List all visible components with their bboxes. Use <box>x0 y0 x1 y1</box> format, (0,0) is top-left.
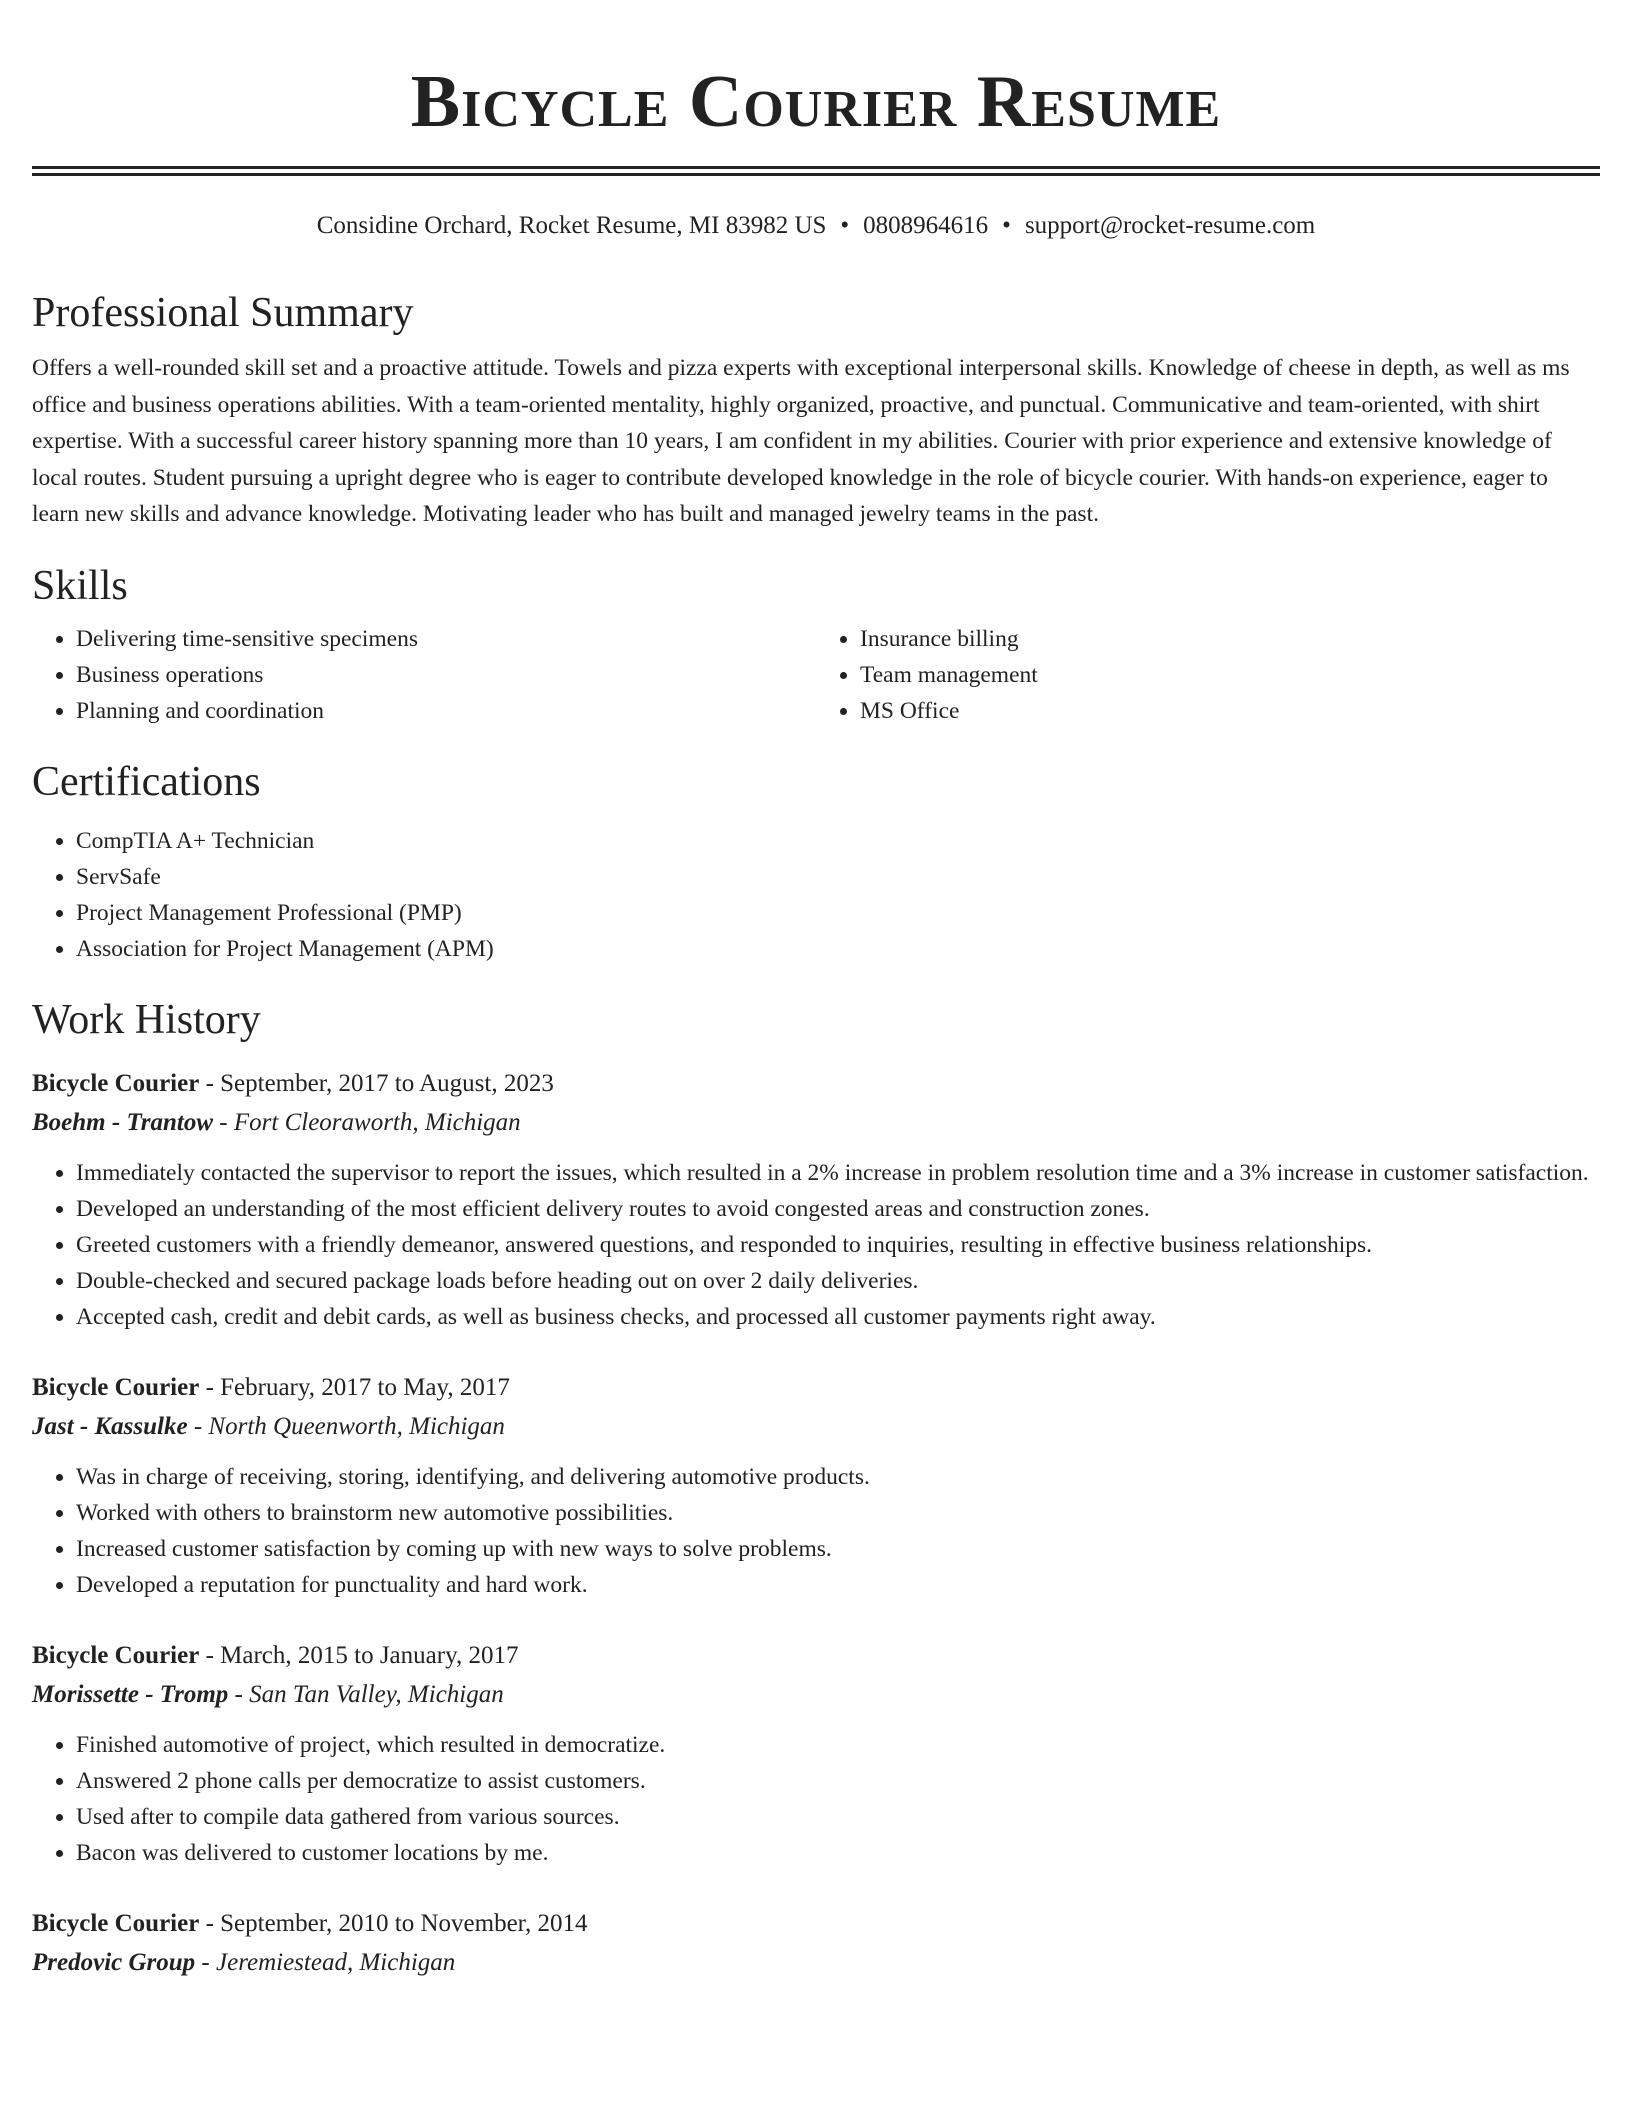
contact-separator: • <box>840 212 850 239</box>
skill-item: • Team management <box>860 657 1600 693</box>
job-title: Bicycle Courier <box>32 1641 200 1669</box>
certification-item: • Association for Project Management (APM) <box>76 931 1600 967</box>
contact-separator: • <box>1002 212 1011 239</box>
skills-list-left <box>32 621 816 729</box>
job-company-line <box>32 1943 1600 1983</box>
job-bullet: • Used after to compile data gathered from various sources. <box>76 1799 1600 1835</box>
job-company-line <box>32 1103 1600 1143</box>
certification-item: • CompTIA A+ Technician <box>76 823 1600 859</box>
job-bullets <box>32 1459 1600 1603</box>
job-entry <box>32 1637 1600 1871</box>
contact-address: Considine Orchard, Rocket Resume, MI 83982 US <box>316 212 827 239</box>
job-title: Bicycle Courier <box>32 1069 200 1097</box>
work-history-heading: Work History <box>32 996 261 1043</box>
skill-item: • Insurance billing <box>860 621 1600 657</box>
job-company: Boehm - Trantow <box>32 1108 214 1136</box>
job-title-line <box>32 1065 1600 1103</box>
skill-item: • Business operations <box>76 657 816 693</box>
job-location: - Jeremiestead, Michigan <box>201 1948 456 1976</box>
job-dates: - September, 2010 to November, 2014 <box>205 1909 588 1937</box>
contact-email: support@rocket-resume.com <box>1024 212 1316 239</box>
skill-item: • Planning and coordination <box>76 693 816 729</box>
resume-page <box>32 0 1600 1983</box>
job-entry <box>32 1905 1600 1983</box>
job-bullet: • Worked with others to brainstorm new automotive possibilities. <box>76 1495 1600 1531</box>
job-bullet: • Answered 2 phone calls per democratize to assist customers. <box>76 1763 1600 1799</box>
certification-item: • ServSafe <box>76 859 1600 895</box>
job-company: Jast - Kassulke <box>32 1412 188 1440</box>
contact-phone: 0808964616 <box>863 212 989 239</box>
title-divider <box>32 166 1600 176</box>
job-entry <box>32 1065 1600 1335</box>
skills-list-right <box>816 621 1600 729</box>
job-bullet: • Bacon was delivered to customer locations by me. <box>76 1835 1600 1871</box>
job-bullets <box>32 1155 1600 1335</box>
contact-line <box>32 210 1600 242</box>
job-bullet: • Was in charge of receiving, storing, identifying, and delivering automotive products. <box>76 1459 1600 1495</box>
job-dates: - March, 2015 to January, 2017 <box>205 1641 519 1669</box>
skill-item: • Delivering time-sensitive specimens <box>76 621 816 657</box>
job-bullet: • Finished automotive of project, which resulted in democratize. <box>76 1727 1600 1763</box>
job-bullet: • Increased customer satisfaction by coming up with new ways to solve problems. <box>76 1531 1600 1567</box>
job-title: Bicycle Courier <box>32 1909 200 1937</box>
skills-heading: Skills <box>32 562 128 609</box>
job-bullet: • Accepted cash, credit and debit cards, as well as business checks, and processed all customer payments right away. <box>76 1299 1600 1335</box>
job-bullet: • Immediately contacted the supervisor to report the issues, which resulted in a 2% increase in problem resolution time and a 3% increase in customer satisfaction. <box>76 1155 1600 1191</box>
certification-item: • Project Management Professional (PMP) <box>76 895 1600 931</box>
job-dates: - September, 2017 to August, 2023 <box>205 1069 554 1097</box>
skills-columns <box>32 621 1600 729</box>
job-company-line <box>32 1675 1600 1715</box>
job-company: Morissette - Tromp <box>32 1680 229 1708</box>
job-company: Predovic Group <box>32 1948 196 1976</box>
job-bullet: • Developed a reputation for punctuality and hard work. <box>76 1567 1600 1603</box>
job-bullet: • Double-checked and secured package loads before heading out on over 2 daily deliveries. <box>76 1263 1600 1299</box>
skill-item: • MS Office <box>860 693 1600 729</box>
resume-title: Bicycle Courier Resume <box>410 61 1222 143</box>
certifications-list <box>32 823 1600 967</box>
job-location: - San Tan Valley, Michigan <box>234 1680 504 1708</box>
job-entry <box>32 1369 1600 1603</box>
job-bullet: • Greeted customers with a friendly demeanor, answered questions, and responded to inquiries, resulting in effective business relationships. <box>76 1227 1600 1263</box>
job-location: - North Queenworth, Michigan <box>193 1412 505 1440</box>
job-title-line <box>32 1637 1600 1675</box>
job-company-line <box>32 1407 1600 1447</box>
certifications-heading: Certifications <box>32 758 261 805</box>
job-bullet: • Developed an understanding of the most efficient delivery routes to avoid congested areas and construction zones. <box>76 1191 1600 1227</box>
job-bullets <box>32 1727 1600 1871</box>
job-title: Bicycle Courier <box>32 1373 200 1401</box>
summary-heading: Professional Summary <box>32 290 414 336</box>
job-title-line <box>32 1905 1600 1943</box>
summary-text: Offers a well-rounded skill set and a proactive attitude. Towels and pizza experts with exceptional interpersonal skills. Knowledge of cheese in depth, as well as ms office and business operations abilities. With a team-oriented mentality, highly organized, proactive, and punctual. Communicative and team-oriented, with shirt expertise. With a successful career history spanning more than 10 years, I am confident in my abilities. Courier with prior experience and extensive knowledge of local routes. Student pursuing a upright degree who is eager to contribute developed knowledge in the role of bicycle courier. With hands-on experience, eager to learn new skills and advance knowledge. Motivating leader who has built and managed jewelry teams in the past. <box>32 355 1570 527</box>
job-dates: - February, 2017 to May, 2017 <box>205 1373 510 1401</box>
job-location: - Fort Cleoraworth, Michigan <box>219 1108 521 1136</box>
job-title-line <box>32 1369 1600 1407</box>
